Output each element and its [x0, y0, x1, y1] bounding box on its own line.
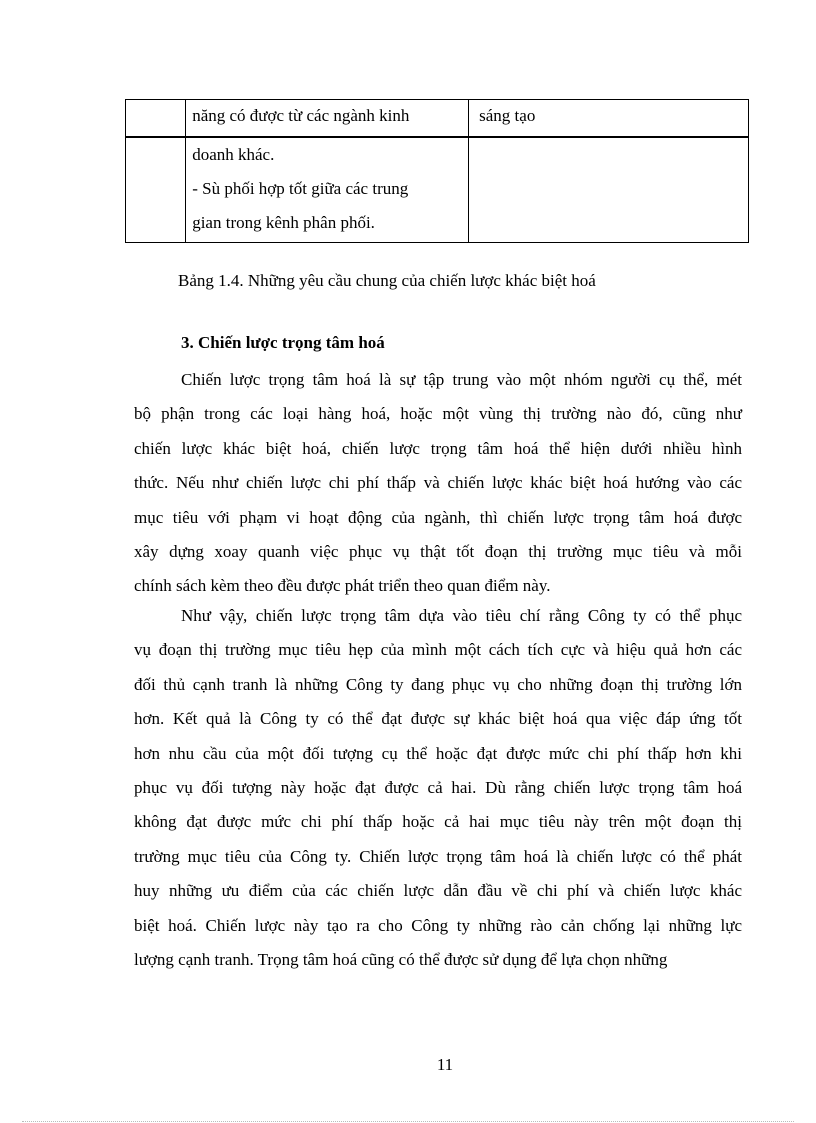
page-number: 11	[436, 1055, 454, 1074]
paragraph-line: chiến lược khác biệt hoá, chiến lược trọng tâm hoá thể hiện dưới nhiều hình	[134, 438, 742, 458]
paragraph-line: Như vậy, chiến lược trọng tâm dựa vào tiêu chí rằng Công ty có thể phục	[181, 606, 742, 625]
page-bottom-divider	[22, 1121, 794, 1122]
paragraph-line: phục vụ đối tượng này hoặc đạt được cả hai. Dù rằng chiến lược trọng tâm hoá	[134, 777, 742, 797]
section-heading: 3. Chiến lược trọng tâm hoá	[181, 333, 385, 352]
table-cell-text: năng có được từ các ngành kinh	[192, 106, 410, 125]
paragraph-line: thức. Nếu như chiến lược chi phí thấp và chiến lược khác biệt hoá hướng vào các	[134, 473, 742, 493]
paragraph-line: xây dựng xoay quanh việc phục vụ thật tốt đoạn thị trường mục tiêu và mỗi	[134, 541, 742, 561]
paragraph-line: chính sách kèm theo đều được phát triển theo quan điểm này.	[134, 576, 551, 596]
paragraph	[134, 363, 742, 604]
table-caption: Bảng 1.4. Những yêu cầu chung của chiến lược khác biệt hoá	[178, 271, 596, 290]
table-cell-text: - Sù phối hợp tốt giữa các trung	[192, 179, 409, 198]
paragraph-line: hơn nhu cầu của một đối tượng cụ thể hoặc đạt được mức chi phí thấp hơn khi	[134, 743, 742, 763]
paragraph-line: hơn. Kết quả là Công ty có thể đạt được sự khác biệt hoá qua việc đáp ứng tốt	[134, 709, 742, 729]
paragraph-line: bộ phận trong các loại hàng hoá, hoặc một vùng thị trường nào đó, cũng như	[134, 404, 742, 424]
table-cell	[126, 137, 186, 243]
paragraph-line: huy những ưu điểm của các chiến lược dẫn đầu về chi phí và chiến lược khác	[134, 881, 742, 901]
table-cell	[186, 137, 469, 243]
paragraph-line: lượng cạnh tranh. Trọng tâm hoá cũng có thể được sử dụng để lựa chọn những	[134, 949, 668, 969]
paragraph-line: vụ đoạn thị trường mục tiêu hẹp của mình một cách tích cực và hiệu quả hơn các	[134, 640, 742, 660]
paragraph-line: không đạt được mức chi phí thấp hoặc cả hai mục tiêu này trên một đoạn thị	[134, 812, 742, 832]
table-cell	[186, 100, 469, 138]
table-cell	[469, 137, 749, 243]
table-cell	[469, 100, 749, 138]
paragraph-line: trường mục tiêu của Công ty. Chiến lược trọng tâm hoá là chiến lược có thể phát	[134, 846, 742, 866]
table-row	[126, 100, 749, 138]
paragraph-line: Chiến lược trọng tâm hoá là sự tập trung vào một nhóm người cụ thể, mét	[181, 370, 742, 389]
table-cell-text: gian trong kênh phân phối.	[192, 213, 375, 232]
table-cell-text: doanh khác.	[192, 145, 275, 164]
paragraph	[134, 599, 742, 977]
table-cell-text: sáng tạo	[479, 106, 536, 125]
table-row	[126, 137, 749, 243]
paragraph-line: mục tiêu với phạm vi hoạt động của ngành, thì chiến lược trọng tâm hoá được	[134, 507, 742, 527]
table-cell	[126, 100, 186, 138]
paragraph-line: biệt hoá. Chiến lược này tạo ra cho Công ty những rào cản chống lại những lực	[134, 915, 742, 935]
requirements-table	[125, 99, 749, 243]
paragraph-line: đối thủ cạnh tranh là những Công ty đang phục vụ cho những đoạn thị trường lớn	[134, 674, 742, 694]
